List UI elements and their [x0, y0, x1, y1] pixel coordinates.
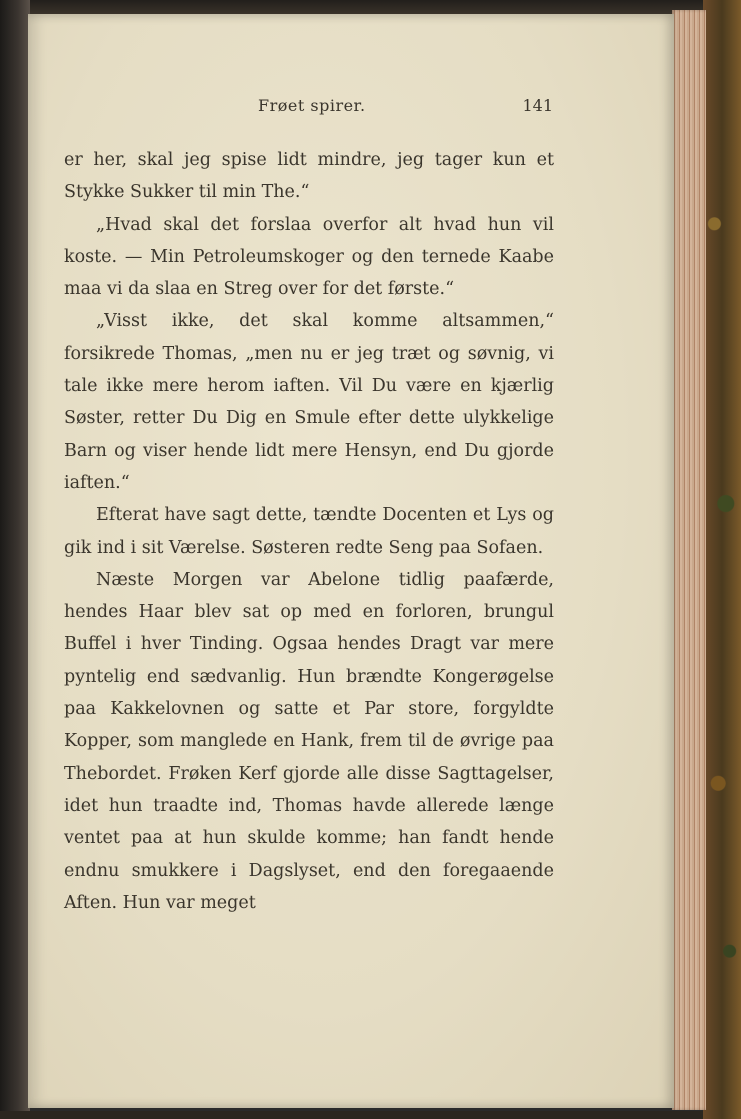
running-head-title: Frøet spirer. — [258, 96, 366, 115]
paragraph: „Hvad skal det forslaa overfor alt hvad hun vil koste. — Min Petroleumskoger og den ternede Kaabe maa vi da slaa en Streg over for det første.“ — [64, 214, 554, 300]
paragraph: Næste Morgen var Abelone tidlig paafærde, hendes Haar blev sat op med en forloren, brungul Buffel i hver Tinding. Ogsaa hendes Dragt var mere pyntelig end sædvanlig. Hun brændte Kongerøgelse paa Kakkelovnen og satte et Par store, forgyldte Kopper, som manglede en Hank, frem til de øvrige paa Thebordet. Frøken Kerf gjorde alle disse Sagttagelser, idet hun traadte ind, Thomas havde allerede længe ventet paa at hun skulde komme; han fandt hende endnu smukkere i Dagslyset, end den foregaaende Aften. Hun var meget — [64, 569, 554, 913]
scan-background-bottom — [0, 1111, 741, 1119]
paragraph: „Visst ikke, det skal komme altsammen,“ forsikrede Thomas, „men nu er jeg træt og søvnig, vi tale ikke mere herom iaften. Vil Du være en kjærlig Søster, retter Du Dig en Smule efter dette ulykkelige Barn og viser hende lidt mere Hensyn, end Du gjorde iaften.“ — [64, 311, 554, 493]
book-cover-edge — [703, 0, 741, 1119]
running-head — [258, 96, 553, 120]
paragraph: Efterat have sagt dette, tændte Docenten et Lys og gik ind i sit Værelse. Søsteren redte Seng paa Sofaen. — [64, 505, 554, 558]
scan-background-left — [0, 0, 30, 1119]
paragraph: er her, skal jeg spise lidt mindre, jeg tager kun et Stykke Sukker til min The.“ — [64, 150, 554, 203]
body-text — [64, 144, 554, 919]
page-number: 141 — [522, 96, 553, 115]
page-stack-edge — [672, 10, 706, 1110]
